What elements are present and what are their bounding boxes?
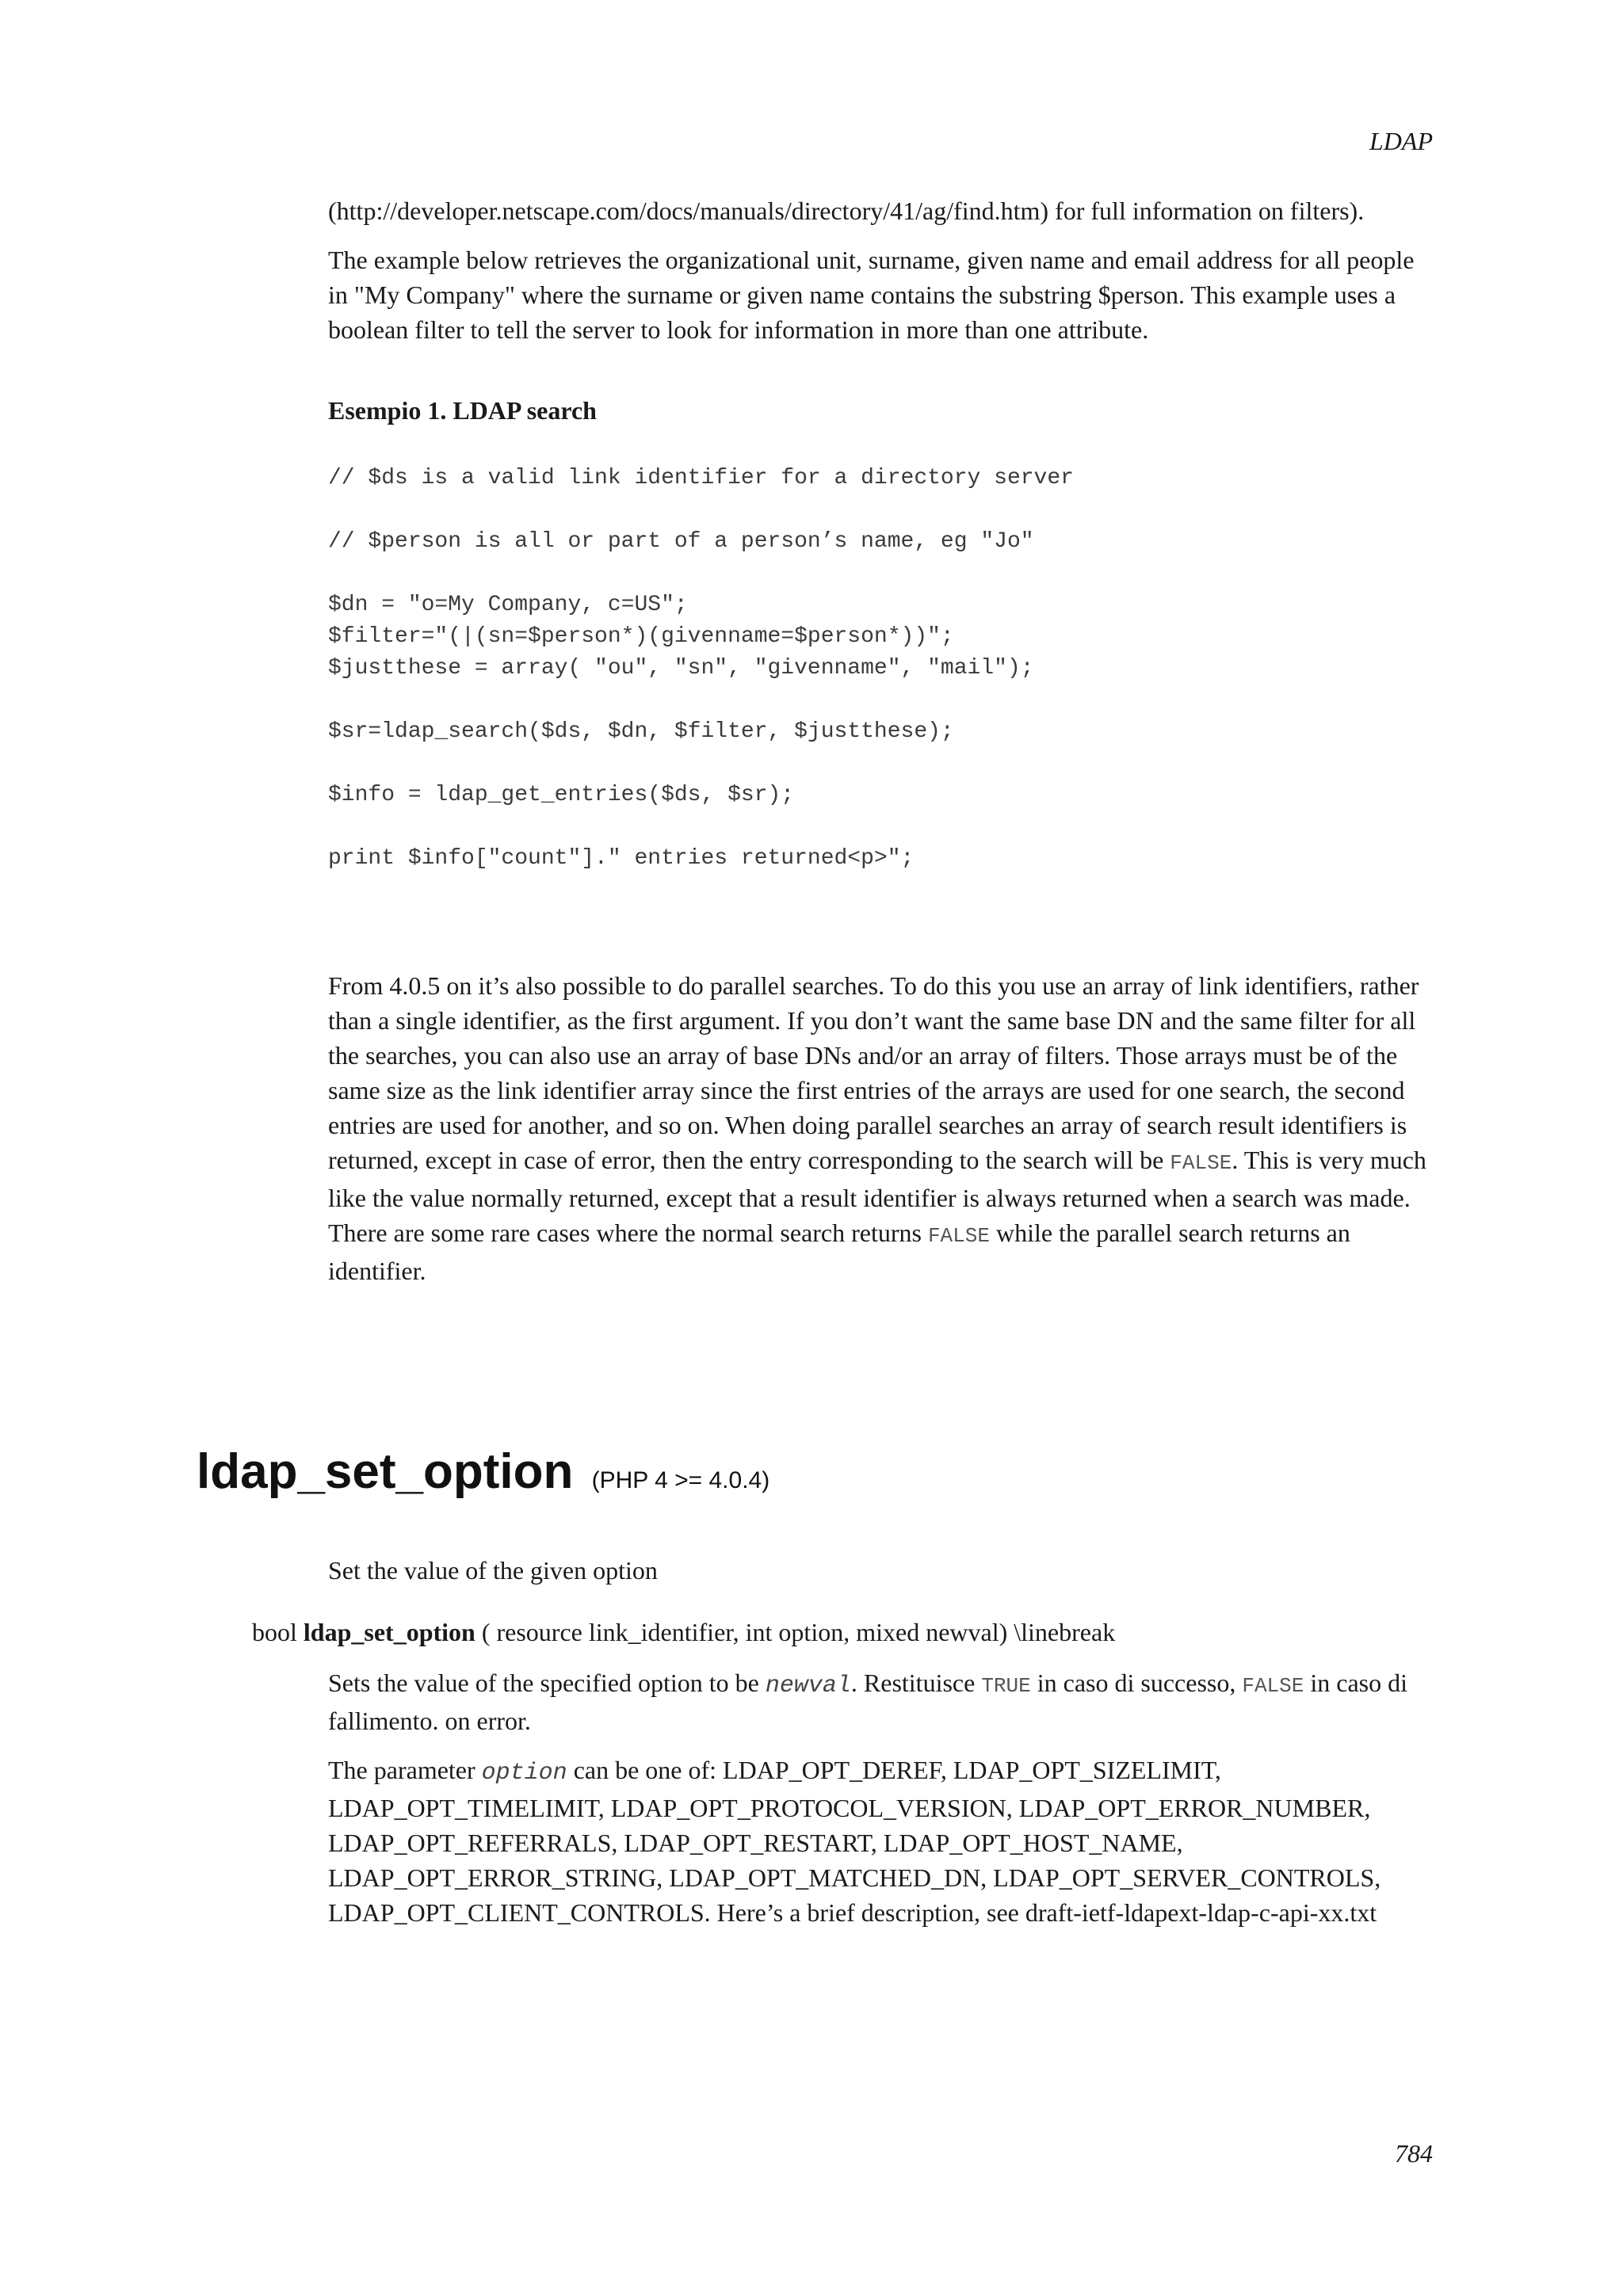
desc1-text-c: in caso di successo, bbox=[1030, 1669, 1243, 1697]
page-number: 784 bbox=[1395, 2139, 1433, 2168]
code-example: // $ds is a valid link identifier for a directory server // $person is all or part of a person’s name, eg "Jo" $dn = "o=My Company, c=US"; $filter="(|(sn=$person*)(givenname=$person*))"; $justthese = array( "ou", "sn", "givenname", "mail"); $sr=ldap_search($ds, $dn, $filter, $justthese); $info = ldap_get_entries($ds, $sr); print $info["count"]." entries returned<p>"; bbox=[328, 466, 1074, 871]
main-content bbox=[328, 193, 1438, 1302]
intro-paragraph-example: The example below retrieves the organizational unit, surname, given name and email address for all people in "My Company" where the surname or given name contains the substring $person. This example uses a boolean filter to tell the server to look for information in more than one attribute. bbox=[328, 246, 1415, 344]
synopsis-arguments: ( resource link_identifier, int option, mixed newval) \linebreak bbox=[475, 1618, 1116, 1646]
parallel-text-2: . This is very much like the value normally returned, except that a result identifier is always returned when a search was made. There are some rare cases where the normal search returns bbox=[328, 1146, 1426, 1247]
description-paragraph-2 bbox=[328, 1753, 1438, 1930]
false-literal: FALSE bbox=[1170, 1151, 1232, 1175]
synopsis-return-type: bool bbox=[252, 1618, 297, 1646]
synopsis-function-name: ldap_set_option bbox=[303, 1618, 475, 1646]
function-heading bbox=[197, 1440, 769, 1512]
desc1-text-d: in caso di fallimento. on error. bbox=[328, 1669, 1407, 1735]
parallel-text-3: while the parallel search returns an identifier. bbox=[328, 1219, 1350, 1285]
example-title: Esempio 1. LDAP search bbox=[328, 396, 597, 425]
function-since-version: (PHP 4 >= 4.0.4) bbox=[591, 1467, 770, 1493]
intro-paragraph-filters: (http://developer.netscape.com/docs/manuals/directory/41/ag/find.htm) for full information on filters). bbox=[328, 196, 1365, 225]
param-newval: newval bbox=[765, 1672, 851, 1699]
running-header-title: LDAP bbox=[1369, 127, 1433, 155]
function-name: ldap_set_option bbox=[197, 1444, 574, 1499]
desc2-text-a: The parameter bbox=[328, 1756, 482, 1784]
function-synopsis bbox=[252, 1615, 1115, 1650]
param-option: option bbox=[481, 1760, 567, 1787]
desc1-text-a: Sets the value of the specified option to be bbox=[328, 1669, 766, 1697]
function-purpose: Set the value of the given option bbox=[328, 1556, 658, 1585]
desc1-text-b: . Restituisce bbox=[850, 1669, 982, 1697]
false-literal: FALSE bbox=[927, 1224, 990, 1248]
description-paragraph-1 bbox=[328, 1665, 1438, 1738]
true-literal: TRUE bbox=[981, 1674, 1031, 1698]
parallel-search-paragraph bbox=[328, 968, 1438, 1288]
false-literal: FALSE bbox=[1242, 1674, 1304, 1698]
function-description bbox=[328, 1665, 1438, 1944]
desc2-text-b: can be one of: LDAP_OPT_DEREF, LDAP_OPT_SIZELIMIT, LDAP_OPT_TIMELIMIT, LDAP_OPT_PROTOCOL_VERSION, LDAP_OPT_ERROR_NUMBER, LDAP_OPT_REFERRALS, LDAP_OPT_RESTART, LDAP_OPT_HOST_NAME, LDAP_OPT_ERROR_STRING, LDAP_OPT_MATCHED_DN, LDAP_OPT_SERVER_CONTROLS, LDAP_OPT_CLIENT_CONTROLS. Here’s a brief description, see draft-ietf-ldapext-ldap-c-api-xx.txt bbox=[328, 1756, 1381, 1927]
parallel-text-1: From 4.0.5 on it’s also possible to do parallel searches. To do this you use an array of link identifiers, rather than a single identifier, as the first argument. If you don’t want the same base DN and the same filter for all the searches, you can also use an array of base DNs and/or an array of filters. Those arrays must be of the same size as the link identifier array since the first entries of the arrays are used for one search, the second entries are used for another, and so on. When doing parallel searches an array of search result identifiers is returned, except in case of error, then the entry corresponding to the search will be bbox=[328, 971, 1419, 1174]
